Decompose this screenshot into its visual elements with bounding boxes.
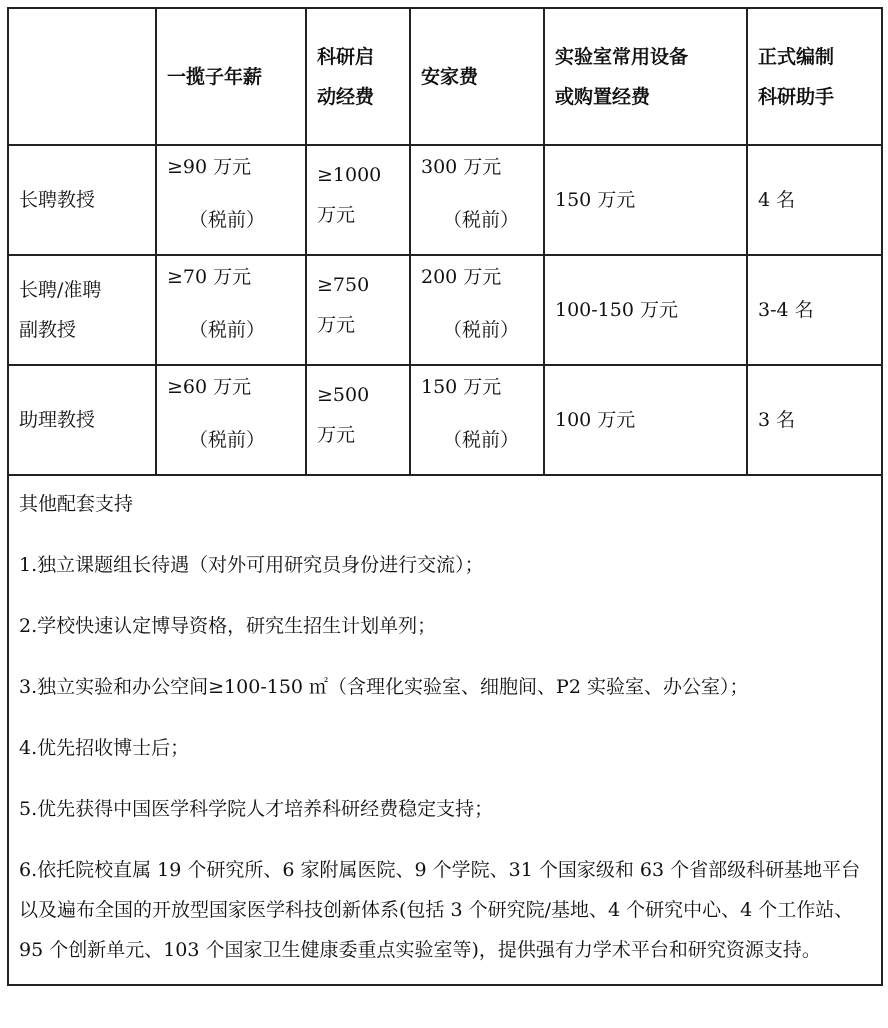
assistant-cell: 3 名 (747, 365, 882, 475)
row-title: 长聘教授 (8, 145, 156, 255)
table-row (8, 145, 882, 255)
header-settle: 安家费 (410, 8, 544, 145)
table-row (8, 255, 882, 365)
header-row (8, 8, 882, 145)
other-support-item-4: 4.优先招收博士后； (19, 737, 190, 759)
header-startup: 科研启 动经费 (306, 8, 410, 145)
header-assistant: 正式编制 科研助手 (747, 8, 882, 145)
other-support-item-5: 5.优先获得中国医学科学院人才培养科研经费稳定支持； (19, 798, 494, 820)
other-support-title: 其他配套支持 (19, 493, 134, 515)
assistant-cell: 3-4 名 (747, 255, 882, 365)
salary-cell: ≥70 万元 （税前） (156, 255, 306, 365)
other-support-item-2: 2.学校快速认定博导资格，研究生招生计划单列； (19, 615, 437, 637)
other-support-row (8, 475, 882, 985)
benefits-table (7, 7, 883, 986)
assistant-cell: 4 名 (747, 145, 882, 255)
salary-cell: ≥60 万元 （税前） (156, 365, 306, 475)
settle-cell: 150 万元 （税前） (410, 365, 544, 475)
startup-cell: ≥750 万元 (306, 255, 410, 365)
equipment-cell: 150 万元 (544, 145, 747, 255)
other-support-item-6: 6.依托院校直属 19 个研究所、6 家附属医院、9 个学院、31 个国家级和 63 个省部级科研基地平台以及遍布全国的开放型国家医学科技创新体系(包括 3 个研究院/基地、4 个研究中心、4 个工作站、95 个创新单元、103 个国家卫生健康委重点实验室等)，提供强有力学术平台和研究资源支持。 (19, 859, 861, 961)
settle-cell: 200 万元 （税前） (410, 255, 544, 365)
salary-cell: ≥90 万元 （税前） (156, 145, 306, 255)
other-support-cell (8, 475, 882, 985)
equipment-cell: 100-150 万元 (544, 255, 747, 365)
row-title: 助理教授 (8, 365, 156, 475)
header-empty (8, 8, 156, 145)
equipment-cell: 100 万元 (544, 365, 747, 475)
settle-cell: 300 万元 （税前） (410, 145, 544, 255)
header-equipment: 实验室常用设备 或购置经费 (544, 8, 747, 145)
table-row (8, 365, 882, 475)
header-salary: 一揽子年薪 (156, 8, 306, 145)
row-title: 长聘/准聘 副教授 (8, 255, 156, 365)
other-support-item-1: 1.独立课题组长待遇（对外可用研究员身份进行交流）； (19, 554, 484, 576)
startup-cell: ≥1000 万元 (306, 145, 410, 255)
startup-cell: ≥500 万元 (306, 365, 410, 475)
other-support-item-3: 3.独立实验和办公空间≥100-150 ㎡（含理化实验室、细胞间、P2 实验室、办公室）； (19, 676, 749, 698)
